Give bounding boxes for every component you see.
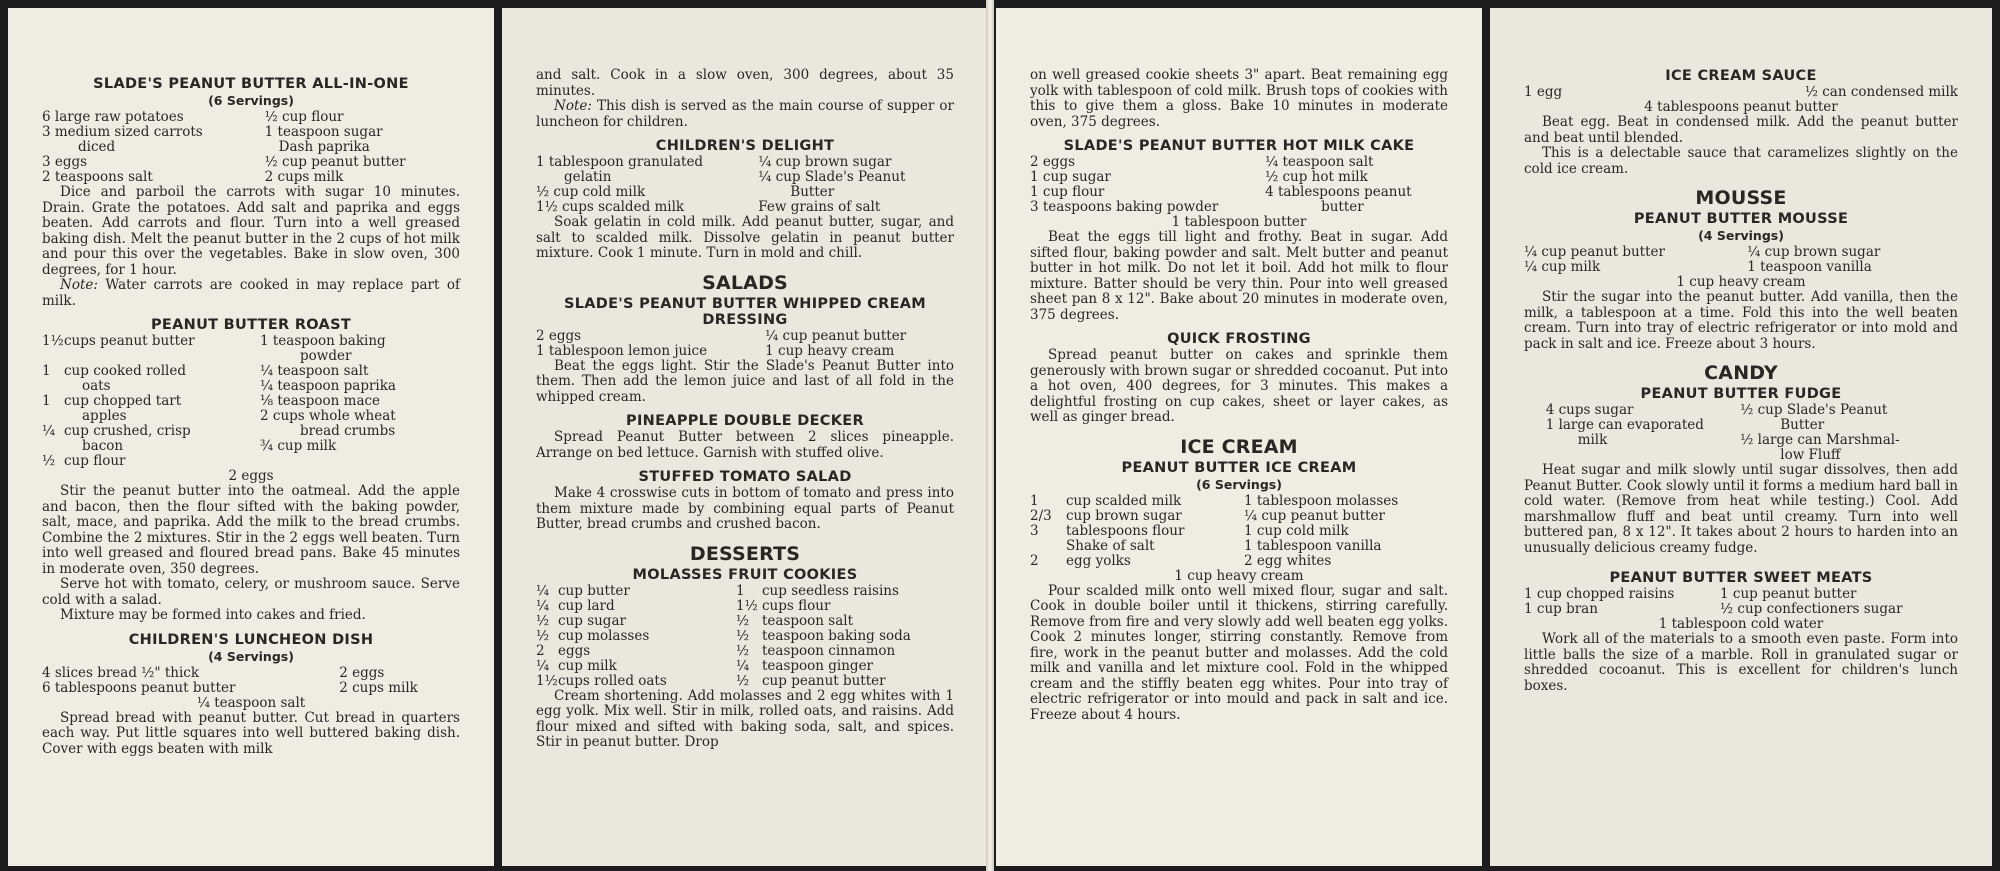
ingredient: cup crushed, crisp	[64, 423, 191, 439]
ingredient: eggs	[558, 642, 591, 659]
qty: ½	[736, 642, 750, 659]
ingredient-table	[536, 584, 954, 689]
ingredient: milk	[1577, 432, 1608, 448]
ingredient: 6 large raw potatoes	[42, 109, 184, 125]
note-label: Note:	[554, 98, 592, 114]
instructions: Spread peanut butter on cakes and sprinkle them generously with brown sugar or shredded cocoanut. Put into a hot oven, 400 degrees, for 3 minutes. This makes a delightful frosting on cup cakes, sheet or layer cakes, as well as ginger bread.	[1030, 347, 1448, 425]
ingredient: teaspoon salt	[762, 612, 853, 629]
qty	[42, 439, 64, 454]
ingredient: 1 cup peanut butter	[1720, 586, 1857, 602]
ingredient: teaspoon baking soda	[762, 627, 911, 644]
ingredient: 2 eggs	[339, 664, 385, 681]
note-label: Note:	[60, 277, 98, 293]
recipe-title: SLADE'S PEANUT BUTTER WHIPPED CREAM DRESSING	[563, 295, 927, 328]
qty: ½	[736, 612, 750, 629]
ingredient: 4 tablespoons peanut	[1265, 184, 1412, 200]
ingredient-table	[1524, 85, 1958, 100]
fold-crease	[986, 0, 994, 871]
instructions: Work all of the materials to a smooth even paste. Form into little balls the size of a marble. Roll in granulated sugar or shredded cocoanut. This is excellent for children's lunch boxes.	[1524, 631, 1958, 694]
ingredient: bacon	[82, 438, 124, 454]
qty: ¼	[536, 657, 550, 674]
ingredient: ¼ teaspoon salt	[1265, 154, 1374, 170]
qty: 1½	[536, 672, 558, 689]
servings: (4 Servings)	[208, 648, 294, 664]
ingredient	[260, 454, 460, 469]
recipe-title: CHILDREN'S LUNCHEON DISH	[128, 631, 374, 648]
ingredient: butter	[1321, 199, 1364, 215]
qty: ½	[736, 627, 750, 644]
recipe-title: PEANUT BUTTER SWEET MEATS	[1609, 570, 1873, 586]
instructions: Spread bread with peanut butter. Cut bread in quarters each way. Put little squares into well buttered baking dish. Cover with eggs beaten with milk	[42, 709, 460, 757]
recipe-title: STUFFED TOMATO SALAD	[638, 469, 852, 485]
ingredient: 2 cups whole wheat	[260, 408, 396, 424]
recipe-title: PINEAPPLE DOUBLE DECKER	[626, 413, 864, 429]
recipe-title: QUICK FROSTING	[1167, 331, 1311, 347]
ingredient: Dash paprika	[278, 139, 370, 155]
recipe-title: PEANUT BUTTER ICE CREAM	[1121, 459, 1357, 476]
qty: 2	[1030, 552, 1039, 569]
ingredient: Butter	[1780, 417, 1825, 433]
ingredient: apples	[82, 408, 127, 424]
ingredient: ¼ cup brown sugar	[758, 154, 892, 170]
qty: 1	[42, 393, 51, 409]
ingredient: 3 medium sized carrots	[42, 124, 203, 140]
ingredient: cup molasses	[558, 627, 650, 644]
qty: 1½	[42, 333, 64, 349]
recipe-title: PEANUT BUTTER ROAST	[150, 317, 352, 333]
ingredient	[1546, 448, 1741, 463]
ingredient: ½ cup hot milk	[1265, 169, 1368, 185]
ingredient: tablespoons flour	[1066, 522, 1185, 539]
instructions: Heat sugar and milk slowly until sugar dissolves, then add Peanut Butter. Cook slowly until it forms a medium hard ball in cold water. (Remove from heat while testing.) Cool. Add marshmallow fluff and beat until creamy. Turn into well buttered pan, 8 x 12". It takes about 2 hours to harden into an unusually delicious creamy fudge.	[1524, 462, 1958, 556]
instructions: Dice and parboil the carrots with sugar 10 minutes. Drain. Grate the potatoes. Add salt and paprika and eggs beaten. Add carrots and flour. Turn into a well greased baking dish. Melt the peanut butter in the 2 cups of hot milk and pour this over the vegetables. Bake in slow oven, 300 degrees, for 1 hour.	[42, 184, 460, 278]
ingredient: ¼ teaspoon salt	[260, 363, 369, 379]
ingredient: low Fluff	[1780, 447, 1841, 463]
instructions: This is a delectable sauce that caramelizes slightly on the cold ice cream.	[1524, 145, 1958, 177]
ingredient: 1 tablespoon lemon juice	[536, 342, 708, 359]
ingredient: cup peanut butter	[762, 672, 886, 689]
ingredient-table	[1524, 245, 1958, 275]
ingredient: ¼ cup peanut butter	[1244, 507, 1385, 524]
instructions: Make 4 crosswise cuts in bottom of tomato and press into them mixture made by combining equal parts of Peanut Butter, bread crumbs and crushed bacon.	[536, 485, 954, 532]
ingredient: ¾ cup milk	[260, 438, 337, 454]
ingredient: cups peanut butter	[64, 333, 195, 349]
ingredient: 1 tablespoon granulated	[536, 154, 704, 170]
ingredient: cup seedless raisins	[762, 582, 899, 599]
panel-3	[996, 8, 1482, 866]
ingredient: 1 cup heavy cream	[765, 342, 895, 359]
qty	[42, 349, 64, 364]
ingredient: 4 tablespoons peanut butter	[1644, 99, 1838, 115]
section-heading: CANDY	[1704, 362, 1778, 384]
ingredient: 2 eggs	[536, 327, 582, 344]
ingredient: 2 egg whites	[1244, 552, 1332, 569]
servings: (6 Servings)	[208, 93, 294, 108]
ingredient: cup cooked rolled	[64, 363, 186, 379]
ingredient: ¼ cup brown sugar	[1747, 244, 1881, 260]
ingredient: cup milk	[558, 657, 617, 674]
ingredient: cup sugar	[558, 612, 626, 629]
ingredient-table	[1546, 403, 1937, 463]
ingredient: 2 cups milk	[264, 169, 344, 185]
ingredient: cup butter	[558, 582, 630, 599]
ingredient: ¼ cup Slade's Peanut	[758, 169, 906, 185]
recipe-title: MOLASSES FRUIT COOKIES	[632, 566, 858, 583]
ingredient: cup brown sugar	[1066, 507, 1182, 524]
ingredient: cup flour	[64, 453, 126, 469]
ingredient: 1½ cups scalded milk	[536, 199, 685, 215]
ingredient: bread crumbs	[300, 423, 396, 439]
instructions: and salt. Cook in a slow oven, 300 degrees, about 35 minutes.	[536, 67, 954, 99]
ingredient: 1 teaspoon vanilla	[1747, 259, 1872, 275]
ingredient: 4 cups sugar	[1545, 402, 1634, 418]
ingredient: ⅛ teaspoon mace	[260, 393, 381, 409]
servings: (6 Servings)	[1196, 476, 1282, 492]
ingredient: 2 teaspoons salt	[42, 169, 153, 185]
ingredient-table	[42, 110, 460, 185]
recipe-title: PEANUT BUTTER MOUSSE	[1633, 211, 1849, 227]
instructions: on well greased cookie sheets 3" apart. Beat remaining egg yolk with tablespoon of cold milk. Brush tops of cookies with this to give them a gloss. Bake 10 minutes in moderate oven, 375 degrees.	[1030, 67, 1448, 130]
section-heading: SALADS	[702, 271, 788, 294]
ingredient: 2 cups milk	[339, 679, 418, 696]
qty	[1030, 539, 1066, 554]
instructions: Pour scalded milk onto well mixed flour, sugar and salt. Cook in double boiler until it thickens, stirring carefully. Remove from fire and very slowly add well beaten egg yolks. Cook 2 minutes longer, stirring constantly. Remove from fire, work in the peanut butter and molasses. Add the cold milk and vanilla and let mixture cool. Fold in the whipped cream and the stiffly beaten egg whites. Pour into tray of electric refrigerator or into mould and pack in salt and ice. Freeze about 4 hours.	[1030, 582, 1448, 723]
section-heading: DESSERTS	[689, 542, 801, 565]
ingredient: 1 teaspoon sugar	[264, 124, 383, 140]
ingredient: ½ cup cold milk	[536, 184, 646, 200]
ingredient-table	[42, 666, 460, 696]
ingredient-table	[536, 329, 954, 359]
ingredient: 1 cup flour	[1030, 184, 1105, 200]
instructions: Beat egg. Beat in condensed milk. Add the peanut butter and beat until blended.	[1524, 114, 1958, 146]
ingredient: ¼ cup peanut butter	[1524, 244, 1665, 260]
ingredient: ¼ teaspoon salt	[196, 694, 306, 711]
recipe-title: ICE CREAM SAUCE	[1665, 68, 1817, 84]
panel-2	[502, 8, 988, 866]
qty: ½	[736, 672, 750, 689]
ingredient: 1 tablespoon molasses	[1244, 492, 1399, 509]
ingredient: 2 eggs	[228, 468, 274, 484]
qty: ¼	[42, 423, 56, 439]
ingredient: Butter	[790, 184, 835, 200]
ingredient: 2 eggs	[1030, 154, 1076, 170]
ingredient-table	[42, 334, 460, 469]
ingredient: 4 slices bread ½" thick	[42, 664, 200, 681]
ingredient: 3 teaspoons baking powder	[1030, 199, 1219, 215]
qty: 1	[1030, 492, 1039, 509]
ingredient: 1 cup heavy cream	[1676, 274, 1806, 290]
qty: 1	[736, 582, 745, 599]
qty: ¼	[536, 582, 550, 599]
ingredient: cups rolled oats	[558, 672, 667, 689]
note	[42, 278, 460, 309]
ingredient: Shake of salt	[1066, 537, 1155, 554]
section-heading: MOUSSE	[1695, 187, 1787, 209]
ingredient: oats	[82, 378, 111, 394]
ingredient: diced	[78, 139, 116, 155]
recipe-title: SLADE'S PEANUT BUTTER ALL-IN-ONE	[93, 76, 409, 92]
instructions: Beat the eggs till light and frothy. Beat in sugar. Add sifted flour, baking powder and salt. Melt butter and peanut butter in hot milk. Do not let it boil. Add hot milk to flour mixture. Batter should be very thin. Pour into well greased sheet pan 8 x 12". Bake about 20 minutes in moderate oven, 375 degrees.	[1030, 229, 1448, 323]
instructions: Serve hot with tomato, celery, or mushroom sauce. Serve cold with a salad.	[42, 576, 460, 608]
ingredient-table	[536, 155, 954, 215]
qty	[42, 409, 64, 424]
section-heading: ICE CREAM	[1180, 435, 1298, 458]
qty: 3	[1030, 522, 1039, 539]
ingredient: 1 cup bran	[1524, 601, 1598, 617]
ingredient: 1 large can evaporated	[1545, 417, 1704, 433]
recipe-title: PEANUT BUTTER FUDGE	[1640, 386, 1842, 402]
ingredient: 1 cup cold milk	[1244, 522, 1349, 539]
ingredient: 1 cup sugar	[1030, 169, 1111, 185]
ingredient: ½ cup peanut butter	[264, 154, 406, 170]
qty: ½	[536, 627, 550, 644]
ingredient: cup lard	[558, 597, 615, 614]
ingredient: ½ cup confectioners sugar	[1720, 601, 1903, 617]
ingredient-table	[1524, 587, 1958, 617]
note	[536, 99, 954, 130]
instructions: Soak gelatin in cold milk. Add peanut butter, sugar, and salt to scalded milk. Dissolve gelatin in peanut butter mixture. Cook 1 minute. Turn in mold and chill.	[536, 214, 954, 261]
ingredient: cup scalded milk	[1066, 492, 1182, 509]
ingredient: cup chopped tart	[64, 393, 182, 409]
ingredient: cups flour	[762, 597, 831, 614]
note-text: This dish is served as the main course of supper or luncheon for children.	[536, 98, 954, 130]
ingredient: egg yolks	[1066, 552, 1131, 569]
ingredient: 6 tablespoons peanut butter	[42, 679, 236, 696]
instructions: Mixture may be formed into cakes and fried.	[60, 607, 366, 623]
ingredient-table	[1030, 155, 1448, 215]
recipe-title: SLADE'S PEANUT BUTTER HOT MILK CAKE	[1063, 138, 1415, 154]
ingredient: 1 cup heavy cream	[1174, 567, 1304, 584]
qty	[42, 379, 64, 394]
ingredient: 1 tablespoon vanilla	[1244, 537, 1382, 554]
instructions: Spread Peanut Butter between 2 slices pineapple. Arrange on bed lettuce. Garnish with stuffed olive.	[536, 429, 954, 461]
ingredient: ½ large can Marshmal-	[1740, 432, 1900, 448]
instructions: Cream shortening. Add molasses and 2 egg whites with 1 egg yolk. Mix well. Stir in milk, rolled oats, and raisins. Add flour mixed and sifted with baking soda, salt, and spices. Stir in peanut butter. Drop	[536, 687, 954, 750]
panel-4	[1490, 8, 1992, 866]
ingredient: 1 teaspoon baking	[260, 333, 386, 349]
qty: 1½	[736, 597, 758, 614]
panel-1	[8, 8, 494, 866]
qty: ¼	[536, 597, 550, 614]
ingredient: teaspoon ginger	[762, 657, 874, 674]
ingredient: 3 eggs	[42, 154, 88, 170]
qty: ½	[536, 612, 550, 629]
ingredient: ½ cup Slade's Peanut	[1740, 402, 1888, 418]
ingredient: Few grains of salt	[758, 199, 881, 215]
ingredient: ¼ teaspoon paprika	[260, 378, 396, 394]
ingredient: teaspoon cinnamon	[762, 642, 896, 659]
qty: 2/3	[1030, 507, 1052, 524]
instructions: Stir the peanut butter into the oatmeal. Add the apple and bacon, then the flour sifted with the baking powder, salt, mace, and paprika. Add the milk to the bread crumbs. Combine the 2 mixtures. Stir in the 2 eggs well beaten. Turn into well greased and floured bread pans. Bake 45 minutes in moderate oven, 350 degrees.	[42, 483, 460, 577]
ingredient: ½ can condensed milk	[1804, 84, 1958, 100]
ingredient: 1 tablespoon butter	[1171, 214, 1307, 230]
ingredient: ¼ cup peanut butter	[765, 327, 907, 344]
ingredient: ½ cup flour	[264, 109, 344, 125]
qty: 1	[42, 363, 51, 379]
ingredient: 1 egg	[1524, 84, 1563, 100]
qty: ½	[42, 453, 56, 469]
ingredient-table	[1030, 494, 1448, 569]
recipe-title: CHILDREN'S DELIGHT	[655, 138, 835, 154]
ingredient: 1 tablespoon cold water	[1658, 616, 1824, 632]
ingredient: ¼ cup milk	[1524, 259, 1601, 275]
ingredient	[64, 349, 260, 364]
ingredient: powder	[300, 348, 352, 364]
servings: (4 Servings)	[1698, 228, 1784, 243]
ingredient: 1 cup chopped raisins	[1524, 586, 1675, 602]
instructions: Stir the sugar into the peanut butter. Add vanilla, then the milk, a tablespoon at a time. Fold this into the well beaten cream. Turn into tray of electric refrigerator or into mold and pack in salt and ice. Freeze about 3 hours.	[1524, 289, 1958, 352]
qty: 2	[536, 642, 545, 659]
instructions: Beat the eggs light. Stir the Slade's Peanut Butter into them. Then add the lemon juice and last of all fold in the whipped cream.	[536, 357, 954, 405]
note-text: Water carrots are cooked in may replace part of milk.	[42, 277, 460, 309]
qty: ¼	[736, 657, 750, 674]
ingredient: gelatin	[564, 169, 612, 185]
